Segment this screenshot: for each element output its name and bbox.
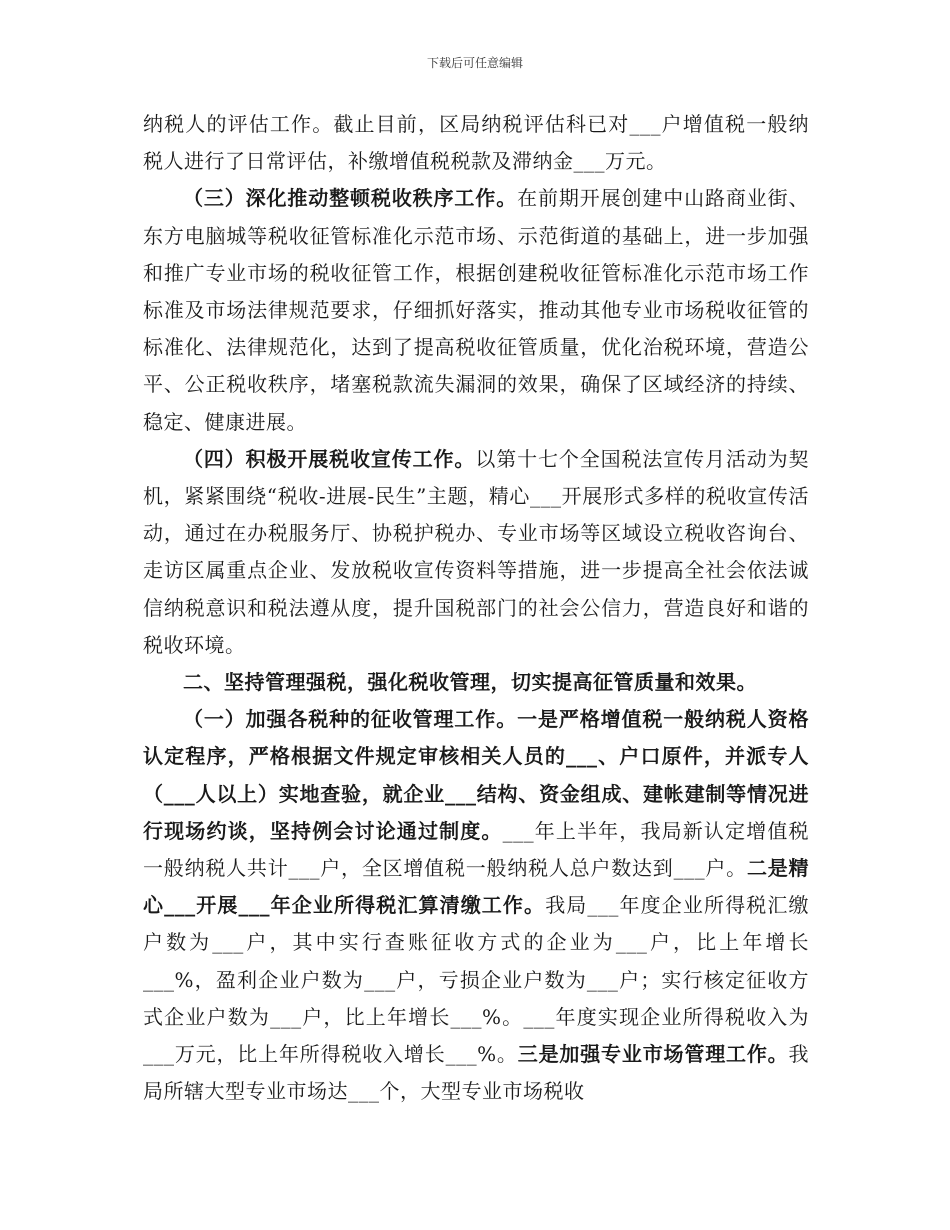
chapter-heading-2-text: 二、坚持管理强税，强化税收管理，切实提高征管质量和效果。 (183, 670, 757, 695)
paragraph-2 (143, 180, 809, 440)
section-heading-1-bold: （一）加强各税种的征收管理工作。一是严格增值税一般纳税人资格认定程序，严格根据文件规定审核相关人员的___、户口原件，并派专人（___人以上）实地查验，就企业___结构、资金组成、建帐建制等情况进行现场约谈，坚持例会讨论通过制度。 (143, 707, 809, 843)
paragraph-1: 纳税人的评估工作。截止目前，区局纳税评估科已对___户增值税一般纳税人进行了日常评估，补缴增值税税款及滞纳金___万元。 (143, 112, 809, 174)
paragraph-5 (143, 701, 809, 1110)
paragraph-2-text: 在前期开展创建中山路商业街、东方电脑城等税收征管标准化示范市场、示范街道的基础上，进一步加强和推广专业市场的税收征管工作，根据创建税收征管标准化示范市场工作标准及市场法律规范要求，仔细抓好落实，推动其他专业市场税收征管的标准化、法律规范化，达到了提高税收征管质量，优化治税环境，营造公平、公正税收秩序，堵塞税款流失漏洞的效果，确保了区域经济的持续、稳定、健康进展。 (143, 186, 810, 434)
paragraph-3 (143, 441, 809, 664)
section-heading-3: （三）深化推动整顿税收秩序工作。 (183, 186, 518, 211)
chapter-heading-2 (143, 664, 809, 701)
paragraph-5-text-2: 我局___年度企业所得税汇缴户数为___户，其中实行查账征收方式的企业为___户，比上年增长___%，盈利企业户数为___户，亏损企业户数为___户；实行核定征收方式企业户数为___户，比上年增长___%。___年度实现企业所得税收入为___万元，比上年所得税收入增长___%。 (143, 893, 810, 1067)
point-3-bold: 三是加强专业市场管理工作。 (517, 1042, 789, 1067)
page-header: 下载后可任意编辑 (426, 56, 523, 70)
section-heading-4: （四）积极开展税收宣传工作。 (183, 446, 476, 471)
document-body (143, 106, 809, 1110)
paragraph-5-text-3: 我局所辖大型专业市场达___个，大型专业市场税收 (143, 1042, 810, 1104)
paragraph-5-text-1: ___年上半年，我局新认定增值税一般纳税人共计___户，全区增值税一般纳税人总户数达到___户。 (143, 818, 810, 881)
paragraph-3-text: 以第十七个全国税法宣传月活动为契机，紧紧围绕“税收-进展-民生”主题，精心___开展形式多样的税收宣传活动，通过在办税服务厅、协税护税办、专业市场等区域设立税收咨询台、走访区属重点企业、发放税收宣传资料等措施，进一步提高全社会依法诚信纳税意识和税法遵从度，提升国税部门的社会公信力，营造良好和谐的税收环境。 (143, 446, 810, 657)
point-2-bold: 二是精心___开展___年企业所得税汇算清缴工作。 (143, 856, 810, 918)
